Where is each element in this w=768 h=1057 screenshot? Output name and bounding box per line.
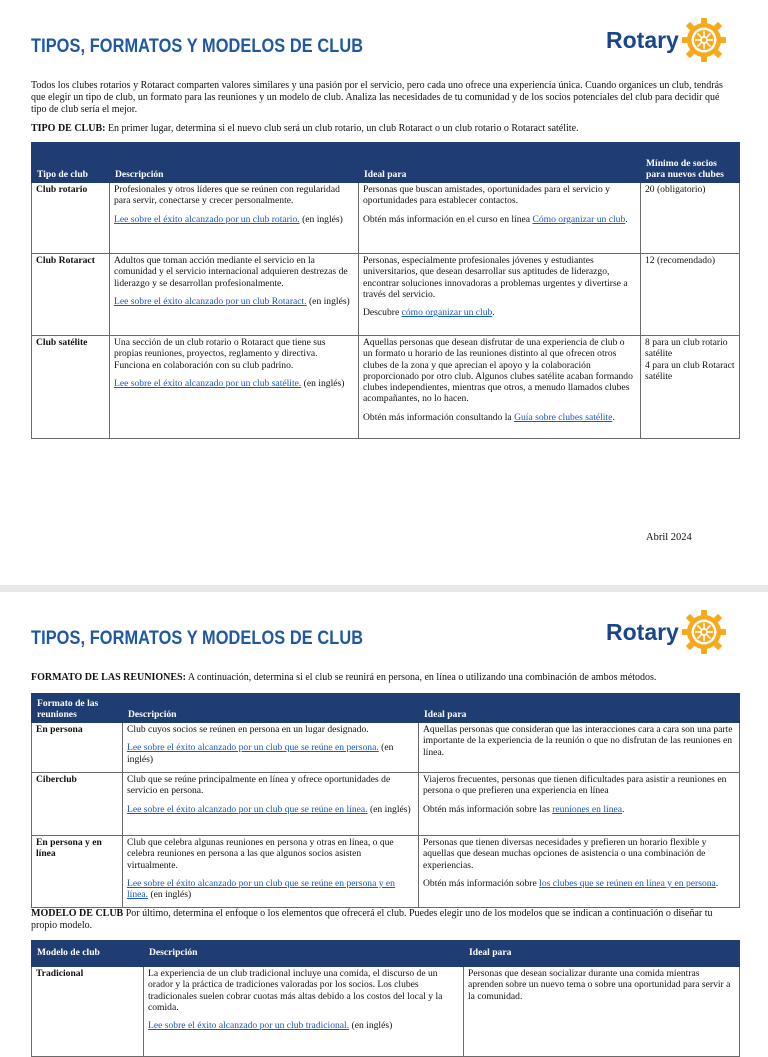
row-minimum: 8 para un club rotario satélite 4 para un club Rotaract satélite: [641, 336, 740, 439]
success-story-link[interactable]: Lee sobre el éxito alcanzado por un club rotario.: [114, 213, 300, 225]
row-description: Una sección de un club rotario o Rotaract que tiene sus propias reuniones, proyectos, reglamento y directiva. Funciona en colaboración con su club padrino. Lee sobre el éxito alcanzado por un club satélite. (en inglés): [110, 336, 359, 439]
row-ideal: Personas que buscan amistades, oportunidades para el servicio y oportunidades para establecer contactos. Obtén más información en el curso en línea Cómo organizar un club.: [359, 183, 641, 254]
success-story-link[interactable]: Lee sobre el éxito alcanzado por un club que se reúne en línea.: [127, 803, 368, 815]
logo-wordmark: Rotary: [606, 26, 679, 53]
table-row: [32, 183, 740, 254]
col-header-ideal: Ideal para: [419, 694, 740, 723]
logo-wordmark: Rotary: [606, 618, 679, 645]
row-ideal: Viajeros frecuentes, personas que tienen dificultades para asistir a reuniones en persona o que prefieren una experiencia en línea Obtén más información sobre las reuniones en línea.: [419, 773, 740, 836]
row-label: Club Rotaract: [32, 254, 110, 336]
row-description: Profesionales y otros líderes que se reúnen con regularidad para servir, conectarse y crecer personalmente. Lee sobre el éxito alcanzado por un club rotario. (en inglés): [110, 183, 359, 254]
row-ideal: Aquellas personas que desean disfrutar de una experiencia de club o un formato u horario de las reuniones distinto al que ofrecen otros clubes de la zona y que aprecian el apoyo y la colaboración proporcionado por otro club. Algunos clubes satélite acaban formando clubes independientes, mientras que otros, a menudo llamados clubes acompañantes, no lo hacen. Obtén más información consultando la Guía sobre clubes satélite.: [359, 336, 641, 439]
row-label: En persona y en línea: [32, 836, 123, 908]
meeting-format-table: [31, 693, 740, 908]
row-label: Tradicional: [32, 967, 144, 1057]
success-story-link[interactable]: Lee sobre el éxito alcanzado por un club tradicional.: [148, 1020, 350, 1032]
club-type-table: [31, 142, 740, 439]
row-label: En persona: [32, 723, 123, 773]
col-header-ideal: Ideal para: [359, 143, 641, 183]
row-ideal: Aquellas personas que consideran que las interacciones cara a cara son una parte importante de la experiencia de la reunión o que no disfrutan de las reuniones en línea.: [419, 723, 740, 773]
success-story-link[interactable]: Lee sobre el éxito alcanzado por un club que se reúne en persona.: [127, 742, 379, 754]
rotary-wheel-icon: [681, 17, 727, 63]
section-model-text: Por último, determina el enfoque o los elementos que ofrecerá el club. Puedes elegir uno de los modelos que se indican a continuación o diseñar tu propio modelo.: [31, 908, 713, 931]
section-type-label: TIPO DE CLUB:: [31, 123, 106, 134]
section-model-paragraph: [31, 908, 737, 932]
table-row: [32, 254, 740, 336]
table-row: [32, 967, 740, 1057]
rotary-wheel-icon: [681, 609, 727, 655]
row-label: Club satélite: [32, 336, 110, 439]
section-type-paragraph: [31, 123, 737, 135]
section-format-label: FORMATO DE LAS REUNIONES:: [31, 672, 186, 683]
organize-club-link[interactable]: cómo organizar un club: [401, 307, 493, 319]
satellite-guide-link[interactable]: Guía sobre clubes satélite: [514, 411, 613, 423]
club-model-table: [31, 940, 740, 1057]
row-description: Club que celebra algunas reuniones en persona y otras en línea, o que celebra reuniones en persona a las que algunos socios asisten virtualmente. Lee sobre el éxito alcanzado por un club que se reúne en persona y en línea. (en inglés): [123, 836, 419, 908]
row-description: Club que se reúne principalmente en línea y ofrece oportunidades de servicio en persona. Lee sobre el éxito alcanzado por un club que se reúne en línea. (en inglés): [123, 773, 419, 836]
row-label: Ciberclub: [32, 773, 123, 836]
section-model-label: MODELO DE CLUB: [31, 908, 124, 919]
page-title: TIPOS, FORMATOS Y MODELOS DE CLUB: [31, 628, 364, 649]
row-label: Club rotario: [32, 183, 110, 254]
success-story-link[interactable]: Lee sobre el éxito alcanzado por un club satélite.: [114, 377, 302, 389]
row-minimum: 12 (recomendado): [641, 254, 740, 336]
col-header-description: Descripción: [110, 143, 359, 183]
success-story-link[interactable]: Lee sobre el éxito alcanzado por un club que se reúne en persona y en línea.: [127, 877, 395, 901]
row-ideal: Personas, especialmente profesionales jóvenes y estudiantes universitarios, que desean desarrollar sus aptitudes de liderazgo, encontrar soluciones innovadoras a problemas urgentes y divertirse a través del servicio. Descubre cómo organizar un club.: [359, 254, 641, 336]
col-header-minimum: Mínimo de socios para nuevos clubes: [641, 143, 740, 183]
rotary-logo: [606, 609, 727, 655]
col-header-description: Descripción: [144, 941, 464, 967]
row-description: Club cuyos socios se reúnen en persona en un lugar designado. Lee sobre el éxito alcanzado por un club que se reúne en persona. (en inglés): [123, 723, 419, 773]
page-separator: [0, 585, 768, 592]
row-description: La experiencia de un club tradicional incluye una comida, el discurso de un orador y la práctica de tradiciones valoradas por los socios. Los clubes tradicionales suelen cobrar cuotas más altas debido a los costos del local y la comida. Lee sobre el éxito alcanzado por un club tradicional. (en inglés): [144, 967, 464, 1057]
col-header-format: Formato de las reuniones: [32, 694, 123, 723]
table-row: [32, 336, 740, 439]
row-minimum: 20 (obligatorio): [641, 183, 740, 254]
course-link[interactable]: Cómo organizar un club: [532, 213, 626, 225]
hybrid-clubs-link[interactable]: los clubes que se reúnen en línea y en persona: [539, 877, 716, 889]
col-header-description: Descripción: [123, 694, 419, 723]
footer-date: Abril 2024: [646, 532, 692, 543]
success-story-link[interactable]: Lee sobre el éxito alcanzado por un club Rotaract.: [114, 295, 307, 307]
row-ideal: Personas que tienen diversas necesidades y prefieren un horario flexible y aquellas que desean muchas opciones de asistencia o una combinación de experiencias. Obtén más información sobre los clubes que se reúnen en línea y en persona.: [419, 836, 740, 908]
page-title: TIPOS, FORMATOS Y MODELOS DE CLUB: [31, 36, 364, 57]
online-meetings-link[interactable]: reuniones en línea: [552, 803, 623, 815]
section-format-paragraph: [31, 672, 737, 684]
col-header-ideal: Ideal para: [464, 941, 740, 967]
page-2: [0, 592, 768, 1032]
table-row: [32, 723, 740, 773]
table-row: [32, 773, 740, 836]
col-header-type: Tipo de club: [32, 143, 110, 183]
rotary-logo: [606, 17, 727, 63]
row-ideal: Personas que desean socializar durante una comida mientras aprenden sobre un nuevo tema o sobre una oportunidad para servir a la comunidad.: [464, 967, 740, 1057]
section-format-text: A continuación, determina si el club se reunirá en persona, en línea o utilizando una combinación de ambos métodos.: [185, 672, 657, 683]
table-row: [32, 836, 740, 908]
section-type-text: En primer lugar, determina si el nuevo club será un club rotario, un club Rotaract o un club rotario o Rotaract satélite.: [105, 123, 579, 134]
row-description: Adultos que toman acción mediante el servicio en la comunidad y el servicio internacional adquieren destrezas de liderazgo y se desarrollan profesionalmente. Lee sobre el éxito alcanzado por un club Rotaract. (en inglés): [110, 254, 359, 336]
intro-paragraph: Todos los clubes rotarios y Rotaract comparten valores similares y una pasión por el servicio, pero cada uno ofrece una experiencia única. Cuando organices un club, tendrás que elegir un tipo de club, un formato para las reuniones y un modelo de club. Analiza las necesidades de tu comunidad y de los socios potenciales del club para decidir qué tipo de club sería el mejor.: [31, 80, 723, 115]
col-header-model: Modelo de club: [32, 941, 144, 967]
